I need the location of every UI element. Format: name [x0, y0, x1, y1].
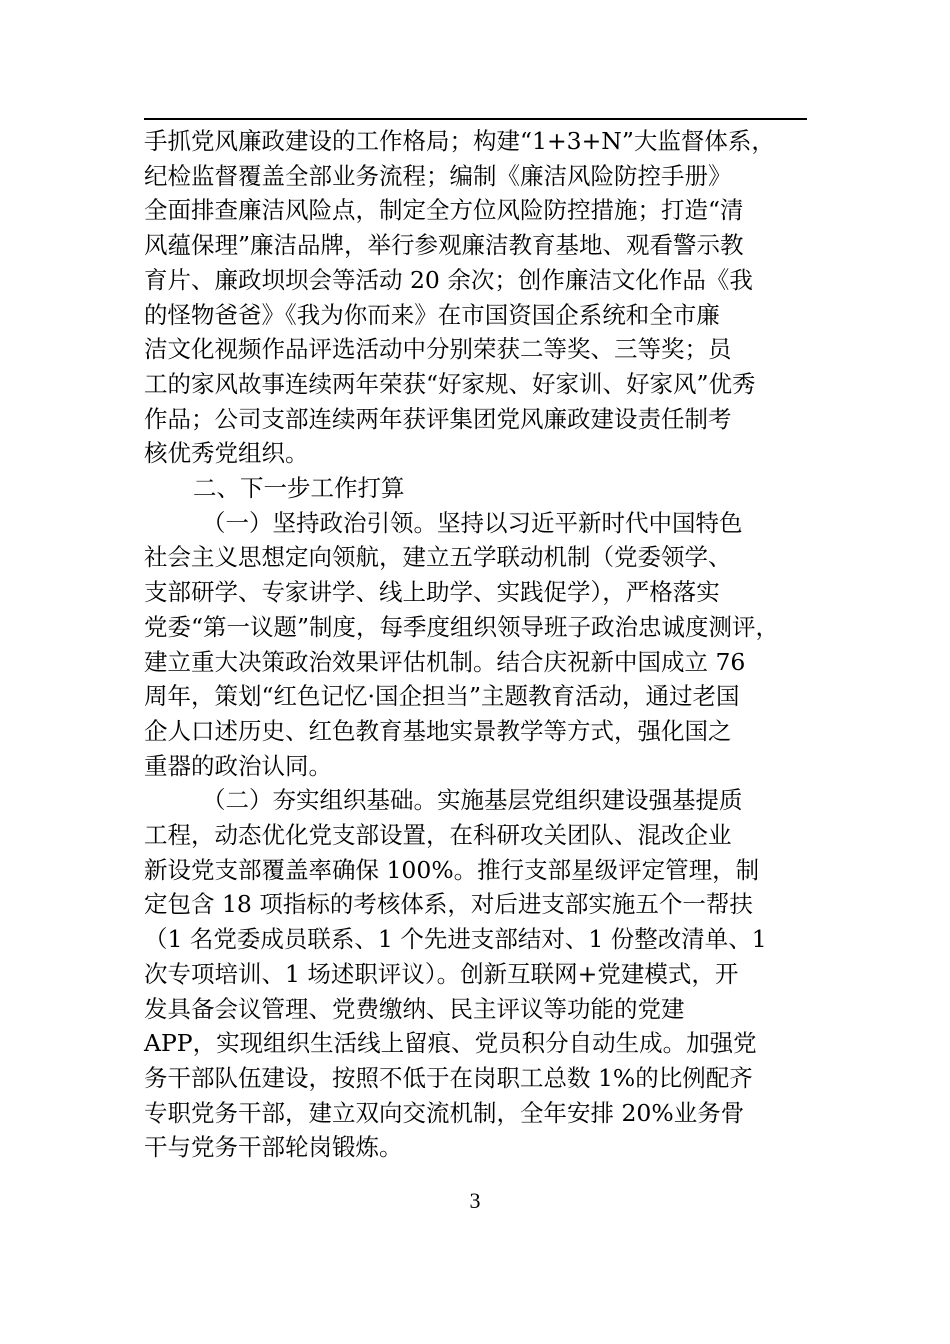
- text-line: （二）夯实组织基础。实施基层党组织建设强基提质: [202, 786, 743, 815]
- header-rule: [144, 118, 807, 120]
- text-line: 新设党支部覆盖率确保 100%。推行支部星级评定管理，制: [144, 855, 760, 884]
- text-line: 重器的政治认同。: [144, 751, 332, 780]
- section-heading-text: 二、下一步工作打算: [193, 474, 405, 503]
- text-line: 洁文化视频作品评选活动中分别荣获二等奖、三等奖；员: [144, 335, 732, 364]
- text-line: 次专项培训、1 场述职评议）。创新互联网+党建模式，开: [144, 959, 739, 988]
- text-line: 核优秀党组织。: [144, 439, 309, 468]
- text-line: 纪检监督覆盖全部业务流程；编制《廉洁风险防控手册》: [144, 161, 732, 190]
- page-number: 3: [469, 1188, 481, 1213]
- text-line: 发具备会议管理、党费缴纳、民主评议等功能的党建: [144, 994, 685, 1023]
- section-heading: [144, 471, 808, 506]
- text-line: APP，实现组织生活线上留痕、党员积分自动生成。加强党: [144, 1029, 757, 1058]
- text-line: 工程，动态优化党支部设置，在科研攻关团队、混改企业: [144, 821, 732, 850]
- document-body: [144, 124, 808, 1165]
- text-line: 周年，策划“红色记忆·国企担当”主题教育活动，通过老国: [144, 682, 740, 711]
- text-line: 专职党务干部，建立双向交流机制，全年安排 20%业务骨: [144, 1098, 745, 1127]
- paragraph-political-guidance: [144, 506, 808, 784]
- paragraph-discipline: [144, 124, 808, 471]
- text-line: 支部研学、专家讲学、线上助学、实践促学），严格落实: [144, 578, 720, 607]
- text-line: 社会主义思想定向领航，建立五学联动机制（党委领学、: [144, 543, 732, 572]
- text-line: 建立重大决策政治效果评估机制。结合庆祝新中国成立 76: [144, 647, 746, 676]
- text-line: 干与党务干部轮岗锻炼。: [144, 1133, 403, 1162]
- text-line: 全面排查廉洁风险点，制定全方位风险防控措施；打造“清: [144, 196, 744, 225]
- text-line: 育片、廉政坝坝会等活动 20 余次；创作廉洁文化作品《我: [144, 265, 753, 294]
- text-line: 手抓党风廉政建设的工作格局；构建“1+3+N”大监督体系，: [144, 127, 775, 155]
- text-line: 风蕴保理”廉洁品牌，举行参观廉洁教育基地、观看警示教: [144, 231, 744, 260]
- text-line: 企人口述历史、红色教育基地实景教学等方式，强化国之: [144, 716, 732, 745]
- text-line: 的怪物爸爸》《我为你而来》在市国资国企系统和全市廉: [144, 300, 720, 329]
- paragraph-organization-foundation: [144, 783, 808, 1165]
- text-line: 务干部队伍建设，按照不低于在岗职工总数 1%的比例配齐: [144, 1063, 753, 1092]
- text-line: 定包含 18 项指标的考核体系，对后进支部实施五个一帮扶: [144, 890, 753, 919]
- text-line: （一）坚持政治引领。坚持以习近平新时代中国特色: [202, 508, 743, 537]
- text-line: 党委“第一议题”制度，每季度组织领导班子政治忠诚度测评，: [144, 612, 780, 641]
- text-line: 工的家风故事连续两年荣获“好家规、好家训、好家风”优秀: [144, 369, 756, 398]
- text-line: （1 名党委成员联系、1 个先进支部结对、1 份整改清单、1: [144, 925, 767, 954]
- text-line: 作品；公司支部连续两年获评集团党风廉政建设责任制考: [144, 404, 732, 433]
